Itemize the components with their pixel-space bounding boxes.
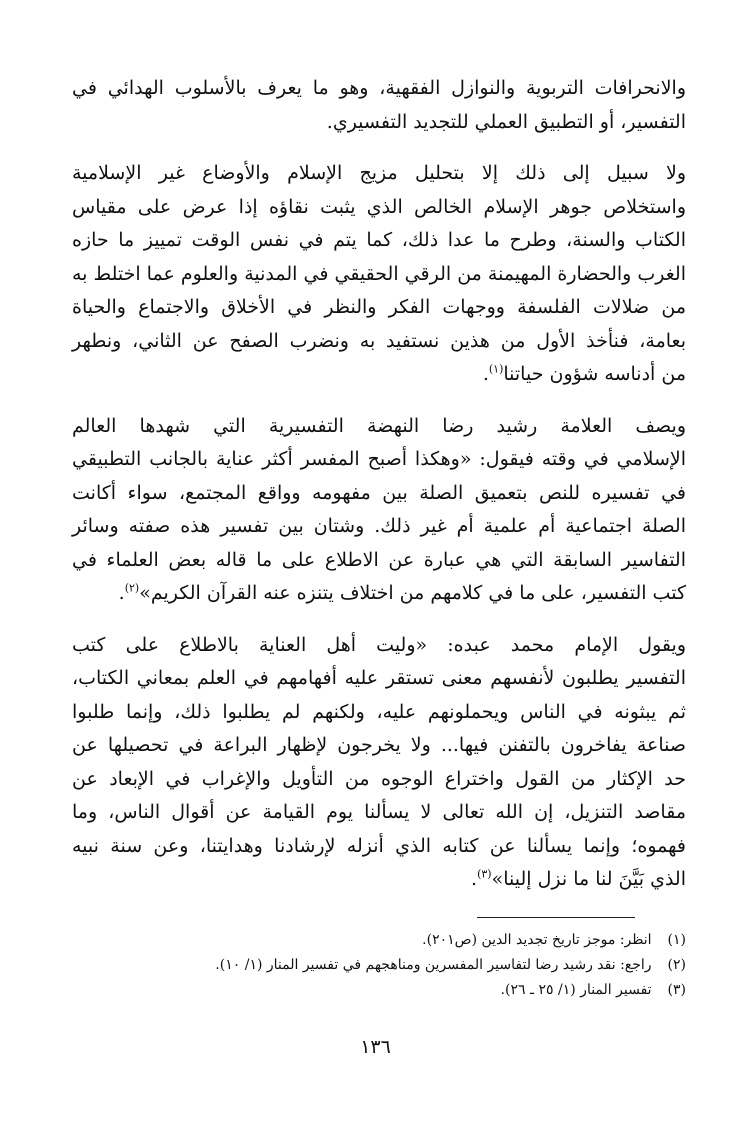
footnote-1 <box>72 928 686 953</box>
footnote-2 <box>72 953 686 978</box>
paragraph-4 <box>72 629 686 897</box>
text-line: التفاسير السابقة التي هي عبارة عن الاطلاع على ما قاله بعض العلماء في <box>72 548 686 571</box>
text-line-with-note <box>72 577 686 611</box>
sentence-end: . <box>471 868 478 890</box>
text-line: الكتاب والسنة، وطرح ما عدا ذلك، كما يتم في نفس الوقت تمييز ما حازه <box>72 229 686 251</box>
footnote-text: انظر: موجز تاريخ تجديد الدين (ص٢٠١). <box>422 932 652 948</box>
footnote-ref-2: (٢) <box>124 581 140 595</box>
page-body <box>72 72 686 897</box>
text-line: ويصف العلامة رشيد رضا النهضة التفسيرية التي شهدها العالم <box>72 414 686 437</box>
text-fragment: الذي بَيَّنَ لنا ما نزل إلينا» <box>491 868 686 890</box>
footnote-text: تفسير المنار (١/ ٢٥ ـ ٢٦). <box>500 982 652 998</box>
text-line: الإسلامي في وقته فيقول: «وهكذا أصبح المفسر أكثر عناية بالجانب التطبيقي <box>72 448 686 470</box>
footnote-number: (١) <box>667 932 686 948</box>
text-line: التفسير يطلبون لأنفسهم معنى تستقر عليه أفهامهم في العلم بمعاني الكتاب، <box>72 667 686 689</box>
text-line: حد الإكثار من القول واختراع الوجوه من التأويل والإغراب في الإبعاد عن <box>72 767 686 790</box>
text-line: في تفسيره للنص بتعميق الصلة بين مفهومه وواقع المجتمع، سواء أكانت <box>72 481 686 504</box>
paragraph-3 <box>72 410 686 611</box>
footnote-ref-1: (١) <box>488 362 504 376</box>
text-line: مقاصد التنزيل، إن الله تعالى لا يسألنا يوم القيامة عن أقوال الناس، وما <box>72 801 686 823</box>
text-line: والانحرافات التربوية والنوازل الفقهية، وهو ما يعرف بالأسلوب الهدائي في <box>72 77 686 99</box>
page-number: ١٣٦ <box>360 1036 391 1058</box>
text-line: ثم يبثونه في الناس ويحملونهم عليه، ولكنهم لم يطلبوا ذلك، وإنما طلبوا <box>72 700 686 723</box>
text-line: التفسير، أو التطبيق العملي للتجديد التفسيري. <box>326 110 686 133</box>
footnote-ref-3: (٣) <box>477 867 492 881</box>
sentence-end: . <box>118 582 125 604</box>
footnote-number: (٣) <box>667 982 686 998</box>
text-line: الصلة اجتماعية أم علمية أم غير ذلك. وشتان بين تفسير هذه صفته وسائر <box>72 515 686 537</box>
text-line: بعامة، فنأخذ الأول من هذين نستفيد به ونضرب الصفح عن الثاني، ونطهر <box>72 329 686 352</box>
text-line-with-note <box>72 863 686 897</box>
text-line-with-note <box>72 358 686 392</box>
text-line: من ضلالات الفلسفة ووجهات الفكر والنظر في الأخلاق والاجتماع والحياة <box>72 296 686 318</box>
footnote-divider <box>477 917 635 918</box>
text-line: الغرب والحضارة المهيمنة من الرقي الحقيقي في المدنية والعلوم عما اختلط به <box>72 262 686 285</box>
text-line: ولا سبيل إلى ذلك إلا بتحليل مزيج الإسلام والأوضاع غير الإسلامية <box>72 162 686 184</box>
sentence-end: . <box>482 363 489 385</box>
text-fragment: كتب التفسير، على ما في كلامهم من اختلاف يتنزه عنه القرآن الكريم» <box>139 582 686 604</box>
footnote-3 <box>72 978 686 1003</box>
text-line: ويقول الإمام محمد عبده: «وليت أهل العناية بالاطلاع على كتب <box>72 633 686 656</box>
paragraph-2 <box>72 157 686 392</box>
text-fragment: من أدناسه شؤون حياتنا <box>503 363 686 385</box>
footnote-text: راجع: نقد رشيد رضا لتفاسير المفسرين ومناهجهم في تفسير المنار (١/ ١٠). <box>215 957 652 973</box>
text-line: صناعة يفاخرون بالتفنن فيها... ولا يخرجون لإظهار البراعة في تحصيلها عن <box>72 734 686 756</box>
text-line: واستخلاص جوهر الإسلام الخالص الذي يثبت نقاؤه إذا عرض على مقياس <box>72 195 686 218</box>
footnotes <box>72 928 686 1003</box>
paragraph-1 <box>72 72 686 139</box>
text-line: فهموه؛ وإنما يسألنا عن كتابه الذي أنزله لإرشادنا وهدايتنا، وعن سنة نبيه <box>72 834 686 857</box>
footnote-number: (٢) <box>667 957 686 973</box>
